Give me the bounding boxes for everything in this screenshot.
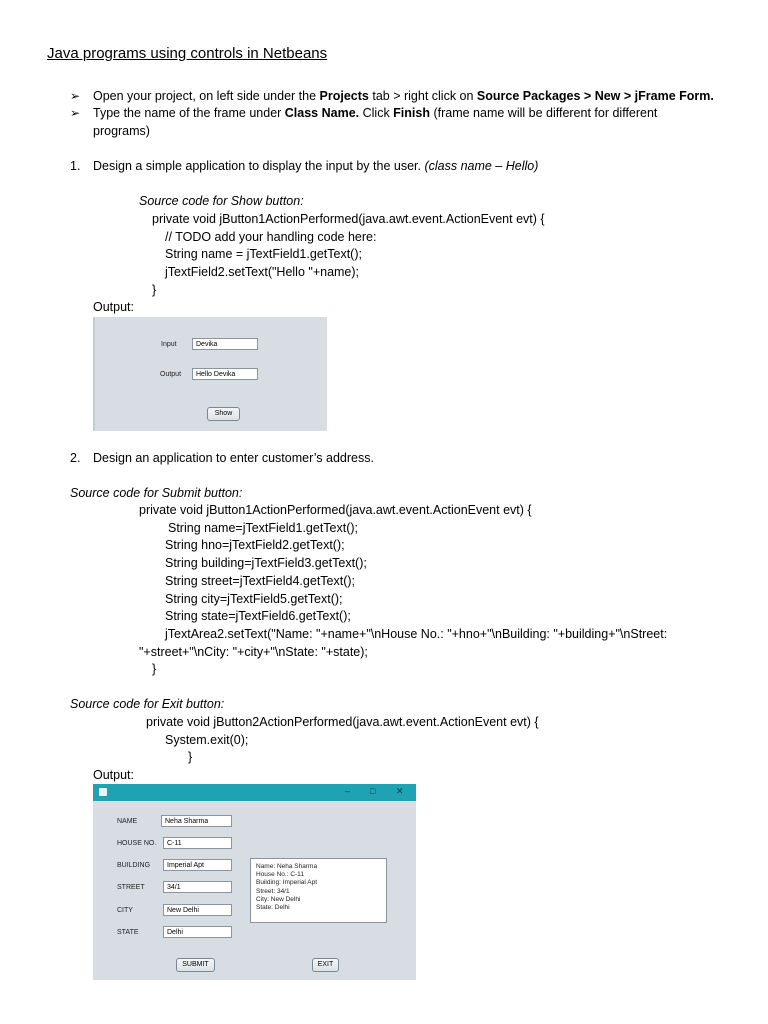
- output-label: Output:: [93, 768, 134, 782]
- bullet-2-cont: programs): [93, 124, 150, 138]
- code2-line: String street=jTextField4.getText();: [165, 574, 356, 588]
- code2-line: String building=jTextField3.getText();: [165, 556, 367, 570]
- arrow-bullet-icon: ➢: [70, 106, 81, 120]
- building-label: BUILDING: [117, 862, 151, 869]
- code1-line: jTextField2.setText("Hello "+name);: [165, 265, 360, 279]
- show-button[interactable]: Show: [207, 407, 240, 421]
- code2-line: String state=jTextField6.getText();: [165, 609, 351, 623]
- question-1: Design a simple application to display the input by the user. (class name – Hello): [93, 159, 539, 173]
- state-field[interactable]: Delhi: [163, 926, 232, 938]
- input-label: Input: [161, 341, 177, 348]
- title-bar: [93, 784, 416, 801]
- street-label: STREET: [117, 884, 145, 891]
- question-2: Design an application to enter customer’s address.: [93, 451, 374, 465]
- code2-line: private void jButton1ActionPerformed(java.awt.event.ActionEvent evt) {: [139, 503, 532, 517]
- question-1-number: 1.: [70, 159, 81, 173]
- code2-line: String city=jTextField5.getText();: [165, 592, 343, 606]
- city-field[interactable]: New Delhi: [163, 904, 232, 916]
- city-label: CITY: [117, 907, 133, 914]
- code2-heading: Source code for Submit button:: [70, 486, 243, 500]
- house-no-field[interactable]: C-11: [163, 837, 232, 849]
- code2-line: jTextArea2.setText("Name: "+name+"\nHouse No.: "+hno+"\nBuilding: "+building+"\nStreet:: [165, 627, 668, 641]
- name-label: NAME: [117, 818, 138, 825]
- exit-button[interactable]: EXIT: [312, 958, 339, 972]
- submit-button[interactable]: SUBMIT: [176, 958, 215, 972]
- street-field[interactable]: 34/1: [163, 881, 232, 893]
- minimize-icon[interactable]: –: [345, 786, 351, 796]
- arrow-bullet-icon: ➢: [70, 89, 81, 103]
- output-label: Output: [160, 371, 182, 378]
- house-no-label: HOUSE NO.: [117, 840, 157, 847]
- java-app-icon: [99, 788, 107, 796]
- code3-heading: Source code for Exit button:: [70, 697, 225, 711]
- code3-line: }: [188, 750, 193, 764]
- code1-line: private void jButton1ActionPerformed(java.awt.event.ActionEvent evt) {: [152, 212, 545, 226]
- maximize-icon[interactable]: □: [370, 786, 376, 796]
- code2-line: String hno=jTextField2.getText();: [165, 538, 345, 552]
- output-label: Output:: [93, 300, 134, 314]
- code3-line: private void jButton2ActionPerformed(java.awt.event.ActionEvent evt) {: [146, 715, 539, 729]
- address-textarea[interactable]: Name: Neha Sharma House No.: C-11 Building: Imperial Apt Street: 34/1 City: New Delhi State: Delhi: [250, 858, 387, 923]
- code1-line: String name = jTextField1.getText();: [165, 247, 362, 261]
- bullet-2: Type the name of the frame under Class Name. Click Finish (frame name will be different for different: [93, 106, 658, 120]
- code2-line: }: [152, 662, 157, 676]
- code1-heading: Source code for Show button:: [139, 194, 304, 208]
- app1-window: [93, 317, 327, 431]
- output-field[interactable]: Hello Devika: [192, 368, 258, 380]
- page-title: Java programs using controls in Netbeans: [47, 45, 328, 62]
- bullet-1: Open your project, on left side under the Projects tab > right click on Source Packages > New > jFrame Form.: [93, 89, 714, 103]
- close-icon[interactable]: ✕: [396, 786, 404, 796]
- code1-line: }: [152, 283, 157, 297]
- code2-line: "+street+"\nCity: "+city+"\nState: "+state);: [139, 645, 368, 659]
- code2-line: String name=jTextField1.getText();: [168, 521, 359, 535]
- state-label: STATE: [117, 929, 139, 936]
- building-field[interactable]: Imperial Apt: [163, 859, 232, 871]
- question-2-number: 2.: [70, 451, 81, 465]
- name-field[interactable]: Neha Sharma: [161, 815, 232, 827]
- code3-line: System.exit(0);: [165, 733, 249, 747]
- code1-line: // TODO add your handling code here:: [165, 230, 377, 244]
- input-field[interactable]: Devika: [192, 338, 258, 350]
